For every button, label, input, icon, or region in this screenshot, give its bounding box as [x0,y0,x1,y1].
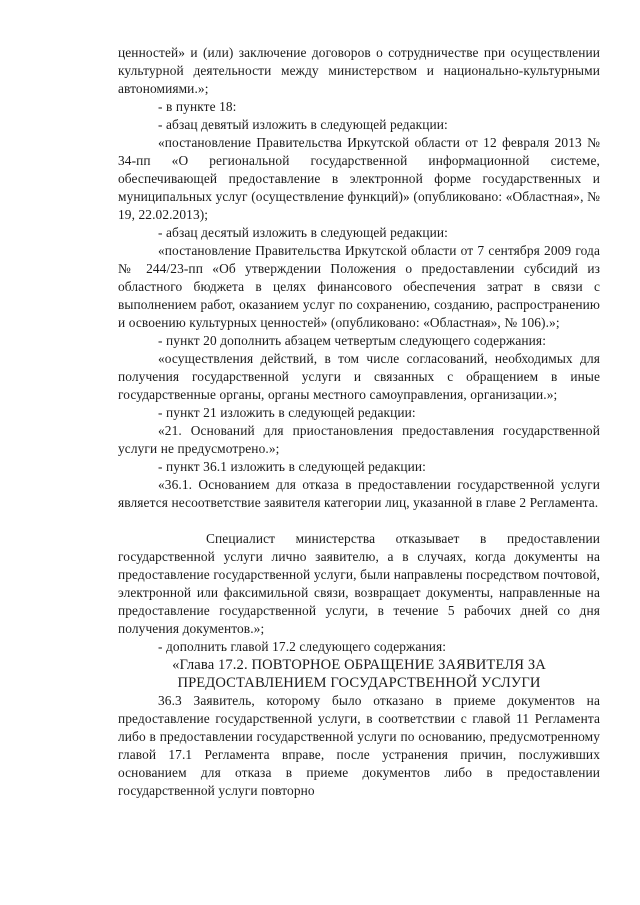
paragraph-item-21: - пункт 21 изложить в следующей редакции: [158,405,416,420]
paragraph-resolution-34pp: «постановление Правительства Иркутской области от 12 февраля 2013 № 34-пп «О региональной государственной информационной системе, обеспечивающей предоставление в электронной форме государственных и муниципальных услуг (осуществление функций)» (опубликовано: «Областная», № 19, 22.02.2013); [118,135,600,222]
paragraph-36-1-text: «36.1. Основанием для отказа в предоставлении государственной услуги является несоответствие заявителя категории лиц, указанной в главе 2 Регламента. [118,477,600,510]
paragraph-item-18: - в пункте 18: [158,99,237,114]
paragraph-item-36-1: - пункт 36.1 изложить в следующей редакции: [158,459,426,474]
paragraph-36-3: 36.3 Заявитель, которому было отказано в приеме документов на предоставление государственной услуги, в соответствии с главой 11 Регламента либо в предоставлении государственной услуги по основанию, предусмотренному главой 17.1 Регламента вправе, после устранения причин, послуживших основанием для отказа в приеме документов либо в предоставлении государственной услуги повторно [118,693,600,798]
paragraph-actions: «осуществления действий, в том числе согласований, необходимых для получения государственной услуги и связанных с обращением в иные государственные органы, органы местного самоуправления, организации.»; [118,351,600,402]
paragraph-abzac-10: - абзац десятый изложить в следующей редакции: [158,225,448,240]
document-body [118,44,600,800]
paragraph-21-text: «21. Оснований для приостановления предоставления государственной услуги не предусмотрено.»; [118,423,600,456]
paragraph-abzac-9: - абзац девятый изложить в следующей редакции: [158,117,448,132]
paragraph-resolution-244pp: «постановление Правительства Иркутской области от 7 сентября 2009 года № 244/23-пп «Об утверждении Положения о предоставлении субсидий из областного бюджета в целях финансового обеспечения затрат в связи с выполнением работ, оказанием услуг по сохранению, созданию, распространению и освоению культурных ценностей» (опубликовано: «Областная», № 106).»; [118,243,600,330]
chapter-heading: «Глава 17.2. ПОВТОРНОЕ ОБРАЩЕНИЕ ЗАЯВИТЕЛЯ ЗА ПРЕДОСТАВЛЕНИЕМ ГОСУДАРСТВЕННОЙ УСЛУГИ [172,657,546,691]
paragraph-specialist: Специалист министерства отказывает в предоставлении государственной услуги лично заявителю, а в случаях, когда документы на предоставление государственной услуги, были направлены посредством почтовой, электронной или факсимильной связи, возвращает документы, направленные на предоставление государственной услуги, в течение 5 рабочих дней со дня получения документов.»; [118,531,600,636]
paragraph-add-chapter: - дополнить главой 17.2 следующего содержания: [158,639,447,654]
paragraph-item-20: - пункт 20 дополнить абзацем четвертым следующего содержания: [158,333,547,348]
paragraph-continuation: ценностей» и (или) заключение договоров о сотрудничестве при осуществлении культурной деятельности между министерством и национально-культурными автономиями.»; [118,45,600,96]
